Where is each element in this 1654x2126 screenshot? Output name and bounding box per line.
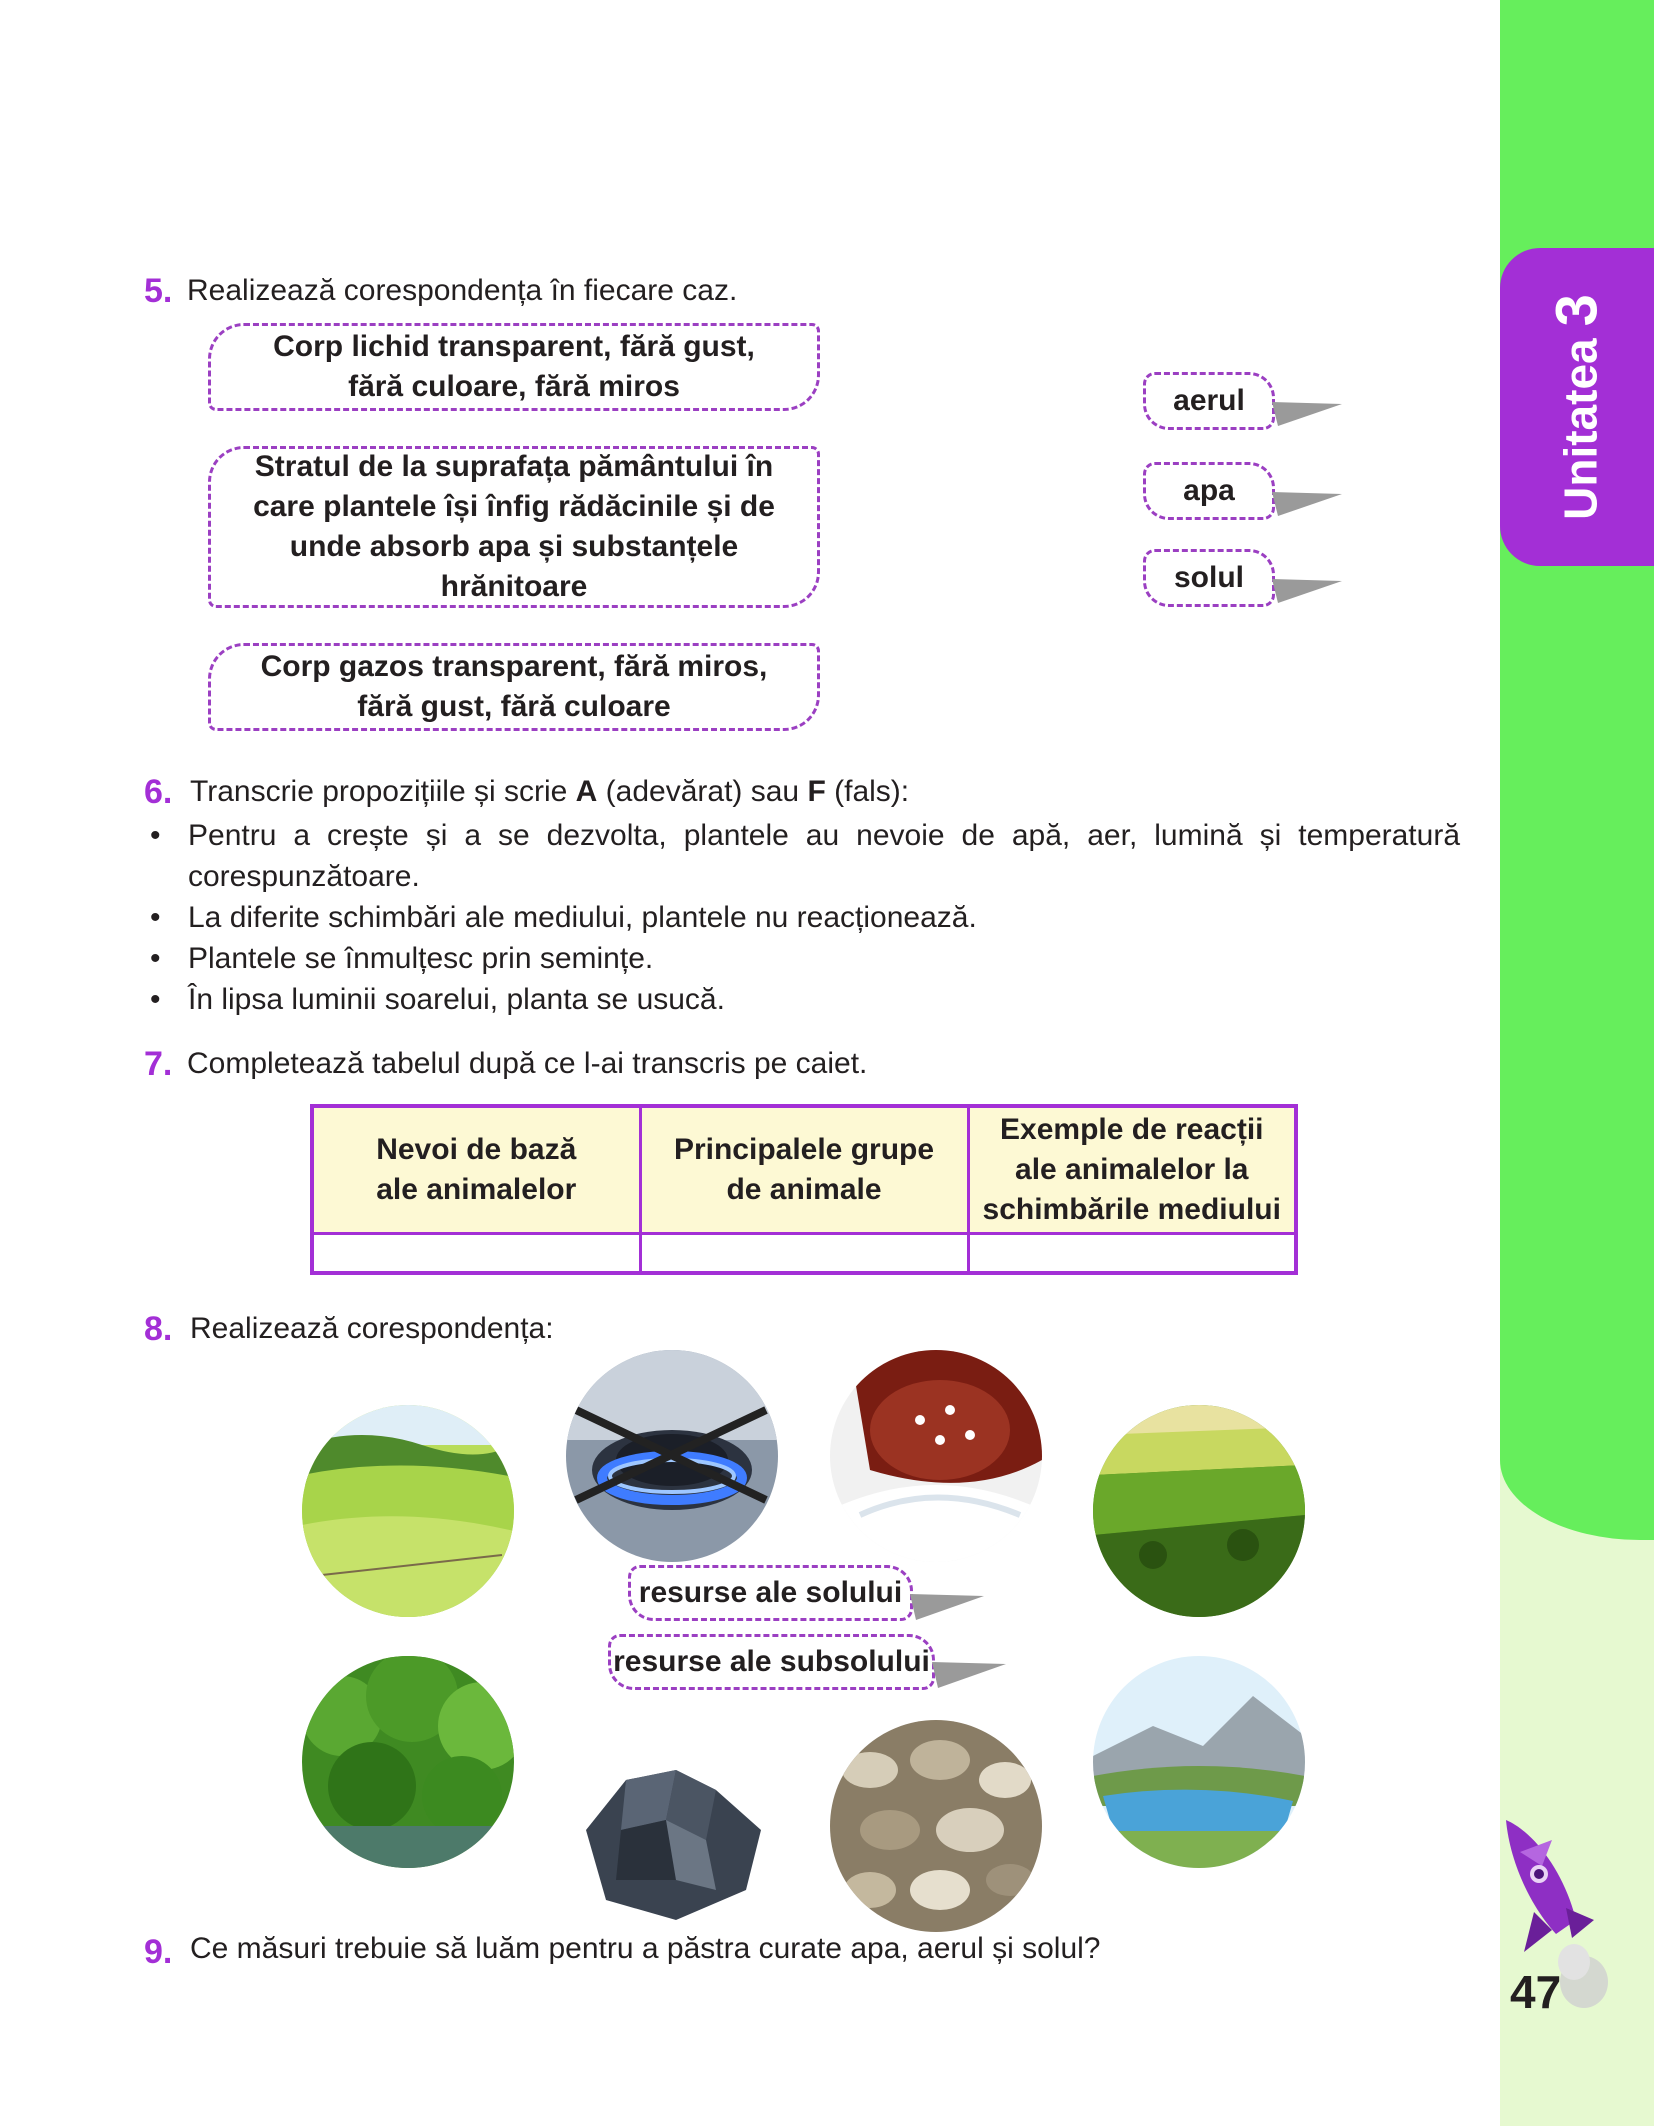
resource-tag-soil[interactable]: resurse ale solului (628, 1565, 913, 1621)
lake-photo[interactable] (1093, 1656, 1305, 1868)
salt-shaker-photo[interactable] (830, 1350, 1042, 1562)
unit-label: Unitatea (1554, 338, 1607, 520)
table-cell[interactable] (640, 1234, 968, 1274)
farmland-photo[interactable] (1093, 1405, 1305, 1617)
unit-number: 3 (1544, 294, 1610, 327)
term-tag-apa[interactable]: apa (1143, 462, 1275, 520)
unit-tab (1500, 248, 1654, 566)
table-cell[interactable] (312, 1234, 640, 1274)
list-item: • Plantele se înmulțesc prin semințe. (150, 942, 654, 975)
definition-box-1[interactable]: Corp lichid transparent, fără gust, fără culoare, fără miros (208, 323, 820, 411)
table-header-row (312, 1106, 1296, 1234)
table-header-cell: Exemple de reacții ale animalelor la schimbările mediului (968, 1106, 1296, 1234)
term-tag-aerul[interactable]: aerul (1143, 372, 1275, 430)
question-7-number: 7. (144, 1045, 173, 1083)
question-9-text: Ce măsuri trebuie să luăm pentru a păstra curate apa, aerul și solul? (190, 1932, 1101, 1965)
question-7-text: Completează tabelul după ce l-ai transcris pe caiet. (187, 1047, 868, 1080)
tag-pointer-icon (1272, 490, 1342, 518)
table-row (312, 1234, 1296, 1274)
gas-stove-photo[interactable] (566, 1350, 778, 1562)
question-5-number: 5. (144, 272, 173, 310)
resource-tag-subsoil[interactable]: resurse ale subsolului (608, 1634, 935, 1690)
question-6-number: 6. (144, 773, 173, 811)
coal-photo[interactable] (566, 1720, 778, 1932)
statement-list (144, 815, 1460, 1020)
tag-pointer-icon (910, 1592, 984, 1622)
list-item: • În lipsa luminii soarelui, planta se usucă. (150, 983, 725, 1016)
table-header-cell: Principalele grupe de animale (640, 1106, 968, 1234)
tag-pointer-icon (1272, 577, 1342, 605)
question-6-text: Transcrie propozițiile și scrie A (adevărat) sau F (fals): (190, 775, 910, 808)
table-cell[interactable] (968, 1234, 1296, 1274)
gravel-photo[interactable] (830, 1720, 1042, 1932)
list-item: • Pentru a crește și a se dezvolta, plantele au nevoie de apă, aer, lumină și temperatură corespunzătoare. (150, 819, 1460, 893)
question-8-text: Realizează corespondența: (190, 1312, 554, 1345)
question-5-text: Realizează corespondența în fiecare caz. (187, 274, 738, 307)
meadow-photo[interactable] (302, 1405, 514, 1617)
list-item: • La diferite schimbări ale mediului, plantele nu reacționează. (150, 901, 977, 934)
question-9-number: 9. (144, 1933, 173, 1971)
term-tag-solul[interactable]: solul (1143, 549, 1275, 607)
question-8-number: 8. (144, 1310, 173, 1348)
sidebar (1500, 0, 1654, 2126)
table-header-cell: Nevoi de bază ale animalelor (312, 1106, 640, 1234)
tag-pointer-icon (932, 1660, 1006, 1690)
forest-photo[interactable] (302, 1656, 514, 1868)
definition-box-2[interactable]: Stratul de la suprafața pământului în care plantele își înfig rădăcinile și de unde absorb apa și substanțele hrănitoare (208, 446, 820, 608)
animals-table (310, 1104, 1298, 1275)
definition-box-3[interactable]: Corp gazos transparent, fără miros, fără gust, fără culoare (208, 643, 820, 731)
page-number: 47 (1510, 1966, 1562, 2018)
sidebar-green-band (1500, 0, 1654, 1540)
tag-pointer-icon (1272, 400, 1342, 428)
